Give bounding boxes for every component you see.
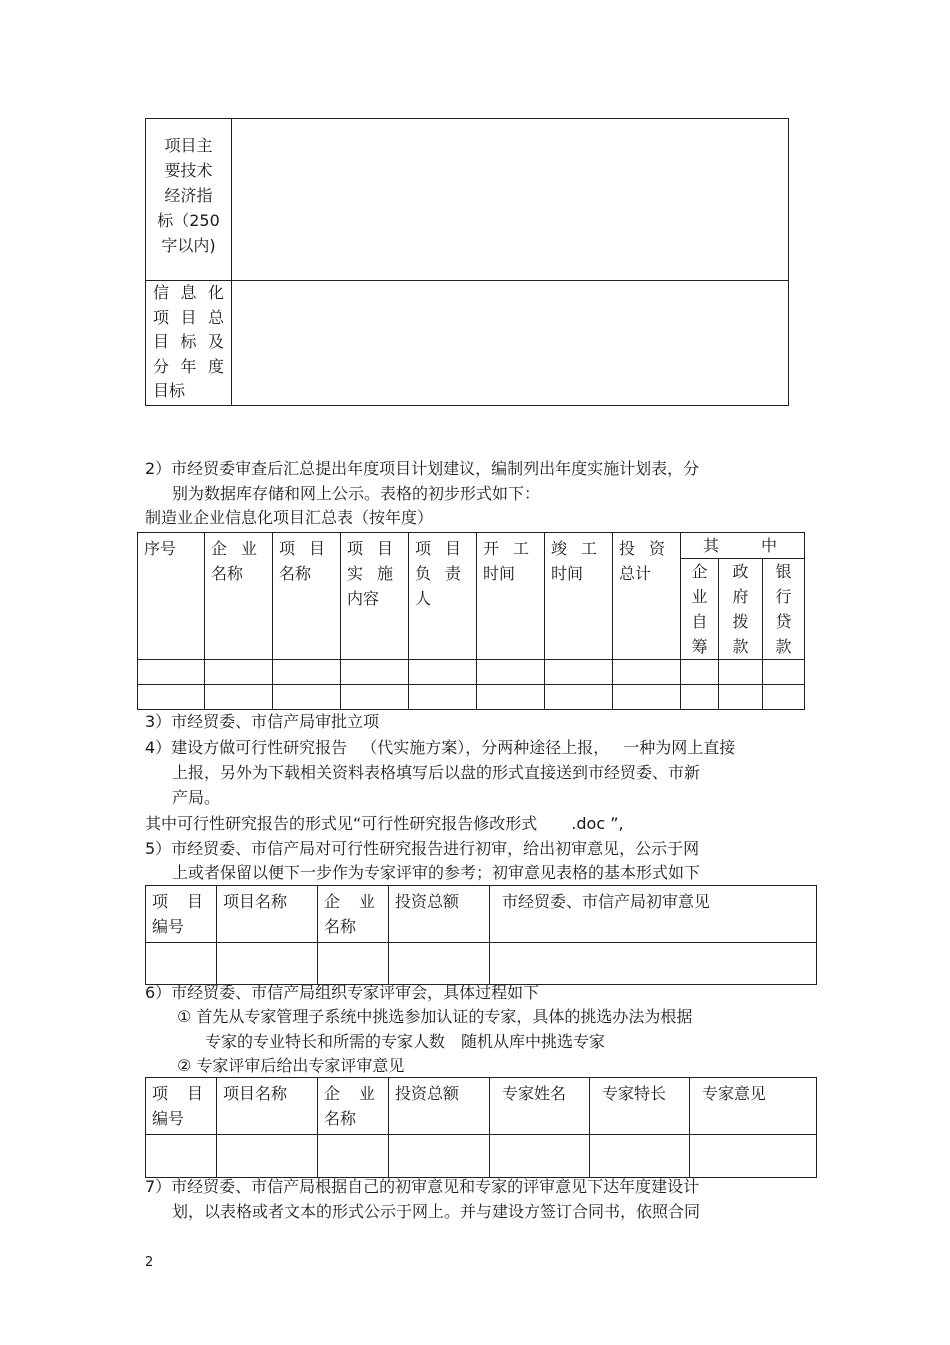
expert-header-row	[146, 1078, 817, 1135]
indicator-label-cell	[146, 119, 232, 281]
header-expert-name: 专家姓名	[490, 1078, 590, 1135]
header-owner: 项 目 负 责 人	[409, 533, 477, 660]
para-6: 6）市经贸委、市信产局组织专家评审会，具体过程如下	[145, 983, 540, 1002]
header-project: 项 目 名称	[273, 533, 341, 660]
review-empty-row	[146, 943, 817, 985]
summary-table	[137, 532, 805, 710]
header-seq: 序号	[138, 533, 205, 660]
header-project-no: 项 目 编号	[146, 886, 217, 943]
para-3: 3）市经贸委、市信产局审批立项	[145, 712, 380, 731]
para-7-line-1: 7）市经贸委、市信产局根据自己的初审意见和专家的评审意见下达年度建设计	[145, 1177, 700, 1196]
header-investment: 投资总额	[389, 1078, 490, 1135]
para-2-line-2: 别为数据库存储和网上公示。表格的初步形式如下：	[172, 484, 541, 503]
label-line: 分 年 度	[153, 356, 224, 376]
indicator-value-cell	[232, 119, 789, 281]
header-expert-opinion: 专家意见	[690, 1078, 817, 1135]
step-1-line-1: ① 首先从专家管理子系统中挑选参加认证的专家，具体的挑选办法为根据	[177, 1007, 693, 1026]
label-line: 要技术	[164, 161, 213, 180]
label-line: 信 息 化	[153, 283, 224, 302]
step-1-line-2: 专家的专业特长和所需的专家人数 随机从库中挑选专家	[205, 1032, 606, 1051]
para-4-line-1: 4）建设方做可行性研究报告 （代实施方案），分两种途径上报， 一种为网上直接	[145, 738, 736, 757]
header-self-funded: 企 业 自 筹	[681, 559, 719, 660]
review-table	[145, 885, 817, 985]
para-4-line-3: 产局。	[172, 788, 221, 807]
label-line: 项 目 总	[153, 307, 224, 327]
label-line: 项目主	[164, 136, 213, 155]
label-line: 目 标 及	[153, 332, 224, 351]
header-company-name: 企 业 名称	[318, 886, 389, 943]
para-7-line-2: 划，以表格或者文本的形式公示于网上。并与建设方签订合同书，依照合同	[172, 1202, 701, 1221]
label-line: 标（250	[157, 211, 220, 230]
header-content: 项 目 实 施 内容	[341, 533, 409, 660]
header-start: 开 工 时间	[477, 533, 545, 660]
header-project-no: 项 目 编号	[146, 1078, 217, 1135]
header-bank-loan: 银 行 贷 款	[763, 559, 805, 660]
expert-empty-row	[146, 1135, 817, 1178]
header-among: 其 中	[681, 533, 805, 559]
goal-value-cell	[232, 281, 789, 406]
para-5-line-2: 上或者保留以便下一步作为专家评审的参考；初审意见表格的基本形式如下	[172, 863, 701, 882]
label-line: 字以内)	[161, 236, 216, 255]
header-company-name: 企 业 名称	[318, 1078, 389, 1135]
header-finish: 竣 工 时间	[545, 533, 613, 660]
expert-table	[145, 1077, 817, 1178]
para-2-line-1: 2）市经贸委审查后汇总提出年度项目计划建议，编制列出年度实施计划表，分	[145, 459, 700, 478]
summary-empty-row	[138, 685, 805, 710]
goal-row	[146, 281, 789, 406]
indicator-row	[146, 119, 789, 281]
header-project-name: 项目名称	[217, 886, 318, 943]
summary-empty-row	[138, 660, 805, 685]
para-doc-reference: 其中可行性研究报告的形式见“可行性研究报告修改形式 .doc ”,	[145, 814, 624, 833]
header-invest: 投 资 总计	[613, 533, 681, 660]
header-gov-funding: 政 府 拨 款	[719, 559, 763, 660]
label-line: 目标	[153, 381, 186, 400]
header-initial-opinion: 市经贸委、市信产局初审意见	[490, 886, 817, 943]
header-company: 企 业 名称	[205, 533, 273, 660]
summary-header-row	[138, 533, 805, 559]
label-line: 经济指	[164, 186, 213, 205]
step-2: ② 专家评审后给出专家评审意见	[177, 1056, 405, 1075]
para-4-line-2: 上报，另外为下载相关资料表格填写后以盘的形式直接送到市经贸委、市新	[172, 763, 701, 782]
header-expert-field: 专家特长	[590, 1078, 690, 1135]
header-investment: 投资总额	[389, 886, 490, 943]
goal-label-cell	[146, 281, 232, 406]
header-project-name: 项目名称	[217, 1078, 318, 1135]
review-header-row	[146, 886, 817, 943]
summary-table-title: 制造业企业信息化项目汇总表（按年度）	[145, 508, 434, 527]
indicator-table	[145, 118, 789, 406]
page-number: 2	[145, 1255, 154, 1270]
para-5-line-1: 5）市经贸委、市信产局对可行性研究报告进行初审，给出初审意见，公示于网	[145, 839, 700, 858]
